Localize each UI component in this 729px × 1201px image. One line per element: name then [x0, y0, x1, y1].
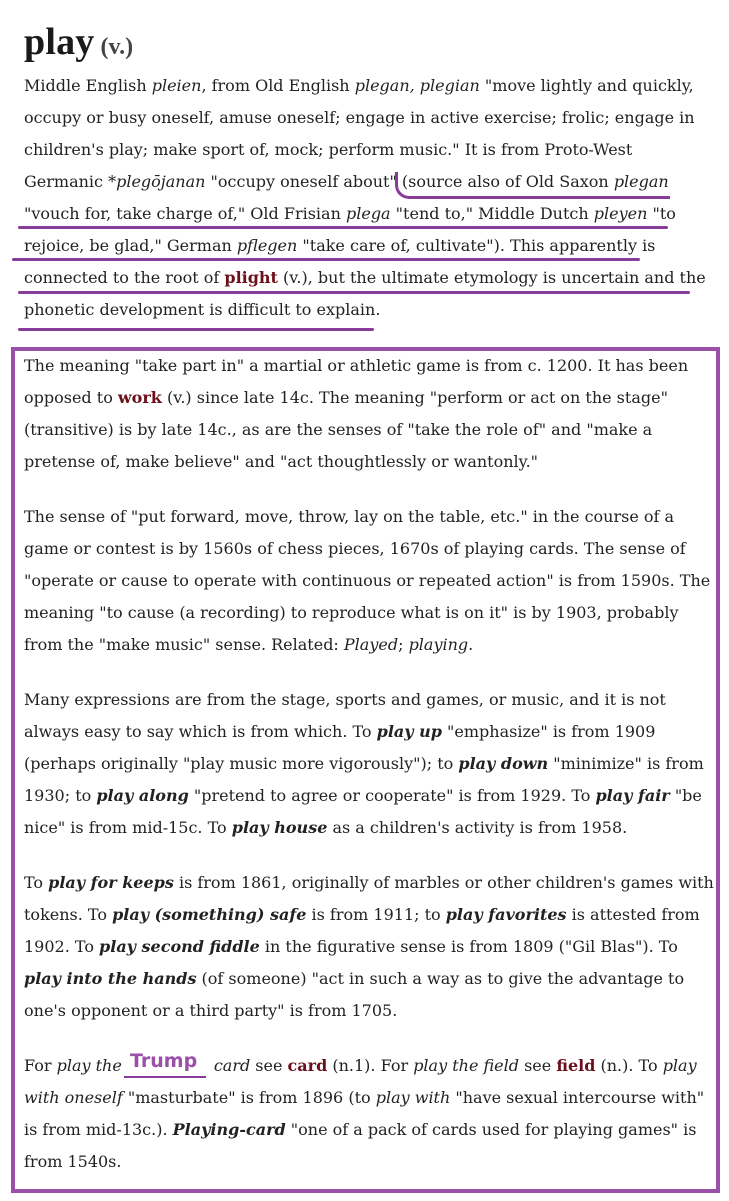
sense-paragraph: The meaning "take part in" a martial or athletic game is from c. 1200. It has been opposed to work (v.) since late 14c. The meaning "perform or act on the stage" (transitive) is by late 14c., as are the senses of "take the role of" and "make a pretense of, make believe" and "act thoughtlessly or wantonly.": [24, 356, 689, 471]
annotation-underline: [18, 291, 690, 294]
expressions-paragraph: For play the card see card (n.1). For play the field see field (n.). To play with oneself "masturbate" is from 1896 (to play with "have sexual intercourse with" is from mid-13c.). Playing-card "one of a pack of cards used for playing games" is from 1540s.: [24, 1056, 705, 1171]
handwritten-blank-line: [124, 1076, 206, 1078]
annotation-underline: [18, 328, 374, 331]
etymology-paragraph: Middle English pleien, from Old English plegan, plegian "move lightly and quickly, occupy or busy oneself, amuse oneself; engage in active exercise; frolic; engage in children's play; make sport of, mock; perform music." It is from Proto-West Germanic *plegōjanan "occupy oneself about" (source also of Old Saxon plegan "vouch for, take charge of," Old Frisian plega "tend to," Middle Dutch pleyen "to rejoice, be glad," German pflegen "take care of, cultivate"). This apparently is connected to the root of plight (v.), but the ultimate etymology is uncertain and the phonetic development is difficult to explain.: [24, 76, 706, 319]
annotation-underline: [18, 226, 668, 229]
entry-header: [24, 20, 714, 64]
expressions-paragraph: To play for keeps is from 1861, originally of marbles or other children's games with tokens. To play (something) safe is from 1911; to play favorites is attested from 1902. To play second fiddle in the figurative sense is from 1809 ("Gil Blas"). To play into the hands (of someone) "act in such a way as to give the advantage to one's opponent or a third party" is from 1705.: [24, 873, 714, 1020]
link-work[interactable]: work: [117, 388, 162, 407]
headword: play: [24, 21, 95, 63]
sense-paragraph: The sense of "put forward, move, throw, lay on the table, etc." in the course of a game or contest is by 1560s of chess pieces, 1670s of playing cards. The sense of "operate or cause to operate with continuous or repeated action" is from 1590s. The meaning "to cause (a recording) to reproduce what is on it" is by 1903, probably from the "make music" sense. Related: Played; playing.: [24, 507, 711, 654]
handwritten-insertion: Trump: [130, 1050, 198, 1072]
link-field[interactable]: field: [556, 1056, 596, 1075]
expressions-paragraph: Many expressions are from the stage, sports and games, or music, and it is not always easy to say which is from which. To play up "emphasize" is from 1909 (perhaps originally "play music more vigorously"); to play down "minimize" is from 1930; to play along "pretend to agree or cooperate" is from 1929. To play fair "be nice" is from mid-15c. To play house as a children's activity is from 1958.: [24, 690, 704, 837]
link-plight[interactable]: plight: [224, 268, 278, 287]
annotation-underline: [12, 258, 640, 261]
annotation-bracket: [395, 172, 670, 199]
senses-section: [24, 350, 714, 1201]
part-of-speech: (v.): [100, 34, 134, 60]
link-card[interactable]: card: [287, 1056, 328, 1075]
